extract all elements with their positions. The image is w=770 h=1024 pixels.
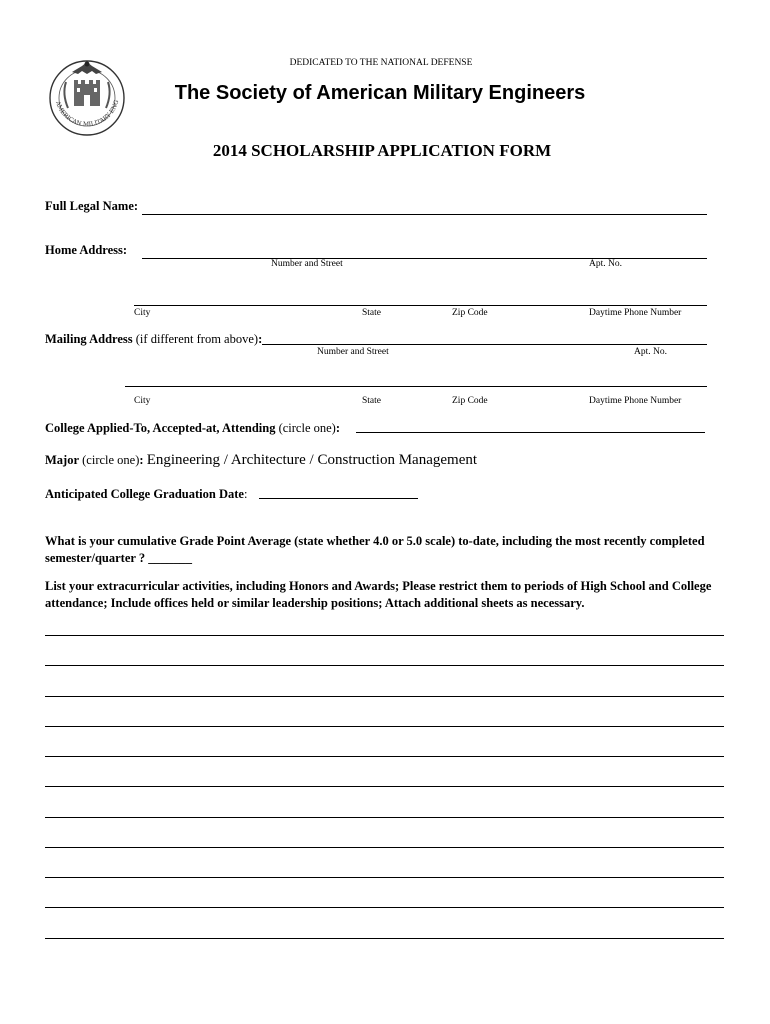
home-city-input-line[interactable] [134,305,707,306]
major-label [45,452,477,469]
seal-text-bottom: AMERICAN MILITARY ENG [54,99,121,129]
home-state-caption: State [362,308,381,318]
mailing-number-street-caption: Number and Street [317,347,389,357]
activities-line[interactable] [45,786,724,787]
home-zip-caption: Zip Code [452,308,488,318]
form-title: 2014 SCHOLARSHIP APPLICATION FORM [212,141,552,160]
mailing-apt-caption: Apt. No. [634,347,667,357]
college-input-line[interactable] [356,432,705,433]
gpa-question [45,533,725,567]
seal-icon [44,52,130,138]
major-colon: : [139,453,144,467]
home-street-input-line[interactable] [142,258,707,259]
activities-question: List your extracurricular activities, including Honors and Awards; Please restrict them to periods of High School and College attendance; Include offices held or similar leadership positions; Attach additional sheets as necessary. [45,579,712,610]
mailing-zip-caption: Zip Code [452,396,488,406]
gpa-question-text: What is your cumulative Grade Point Average (state whether 4.0 or 5.0 scale) to-date, including the most recently completed semester/quarter ? [45,534,705,565]
home-number-street-caption: Number and Street [271,259,343,269]
college-label [45,421,340,436]
major-options[interactable]: Engineering / Architecture / Construction Management [146,452,478,468]
home-address-label: Home Address: [45,243,128,257]
home-phone-caption: Daytime Phone Number [589,308,682,318]
seal-text-left [44,52,87,54]
activities-line[interactable] [45,938,724,939]
activities-line[interactable] [45,665,724,666]
graduation-input-line[interactable] [259,498,418,499]
activities-line[interactable] [45,756,724,757]
mailing-state-caption: State [362,396,381,406]
activities-line[interactable] [45,847,724,848]
major-label-note: (circle one) [82,453,140,467]
college-colon: : [335,421,341,435]
mailing-phone-caption: Daytime Phone Number [589,396,682,406]
activities-line[interactable] [45,817,724,818]
mailing-label-bold: Mailing Address [45,332,133,346]
full-name-input-line[interactable] [142,214,707,215]
activities-line[interactable] [45,877,724,878]
activities-line[interactable] [45,907,724,908]
college-label-note: (circle one) [278,421,336,435]
graduation-label-text: Anticipated College Graduation Date [45,487,244,501]
same-seal-logo [44,52,130,138]
full-name-label: Full Legal Name: [45,199,139,213]
mailing-city-input-line[interactable] [125,386,707,387]
major-label-bold: Major [45,453,80,467]
mailing-address-label [45,332,262,347]
home-apt-caption: Apt. No. [589,259,622,269]
activities-line[interactable] [45,635,724,636]
gpa-blank[interactable]: _______ [148,551,192,565]
mailing-street-input-line[interactable] [262,344,707,345]
org-name: The Society of American Military Engineers [174,82,586,104]
graduation-label [45,487,247,502]
college-label-bold: College Applied-To, Accepted-at, Attending [45,421,276,435]
dedication-text: DEDICATED TO THE NATIONAL DEFENSE [289,58,473,68]
graduation-colon: : [243,487,248,501]
mailing-label-note: (if different from above) [135,332,259,346]
activities-line[interactable] [45,726,724,727]
mailing-colon: : [258,332,263,346]
home-city-caption: City [134,308,151,318]
mailing-city-caption: City [134,396,151,406]
activities-line[interactable] [45,696,724,697]
